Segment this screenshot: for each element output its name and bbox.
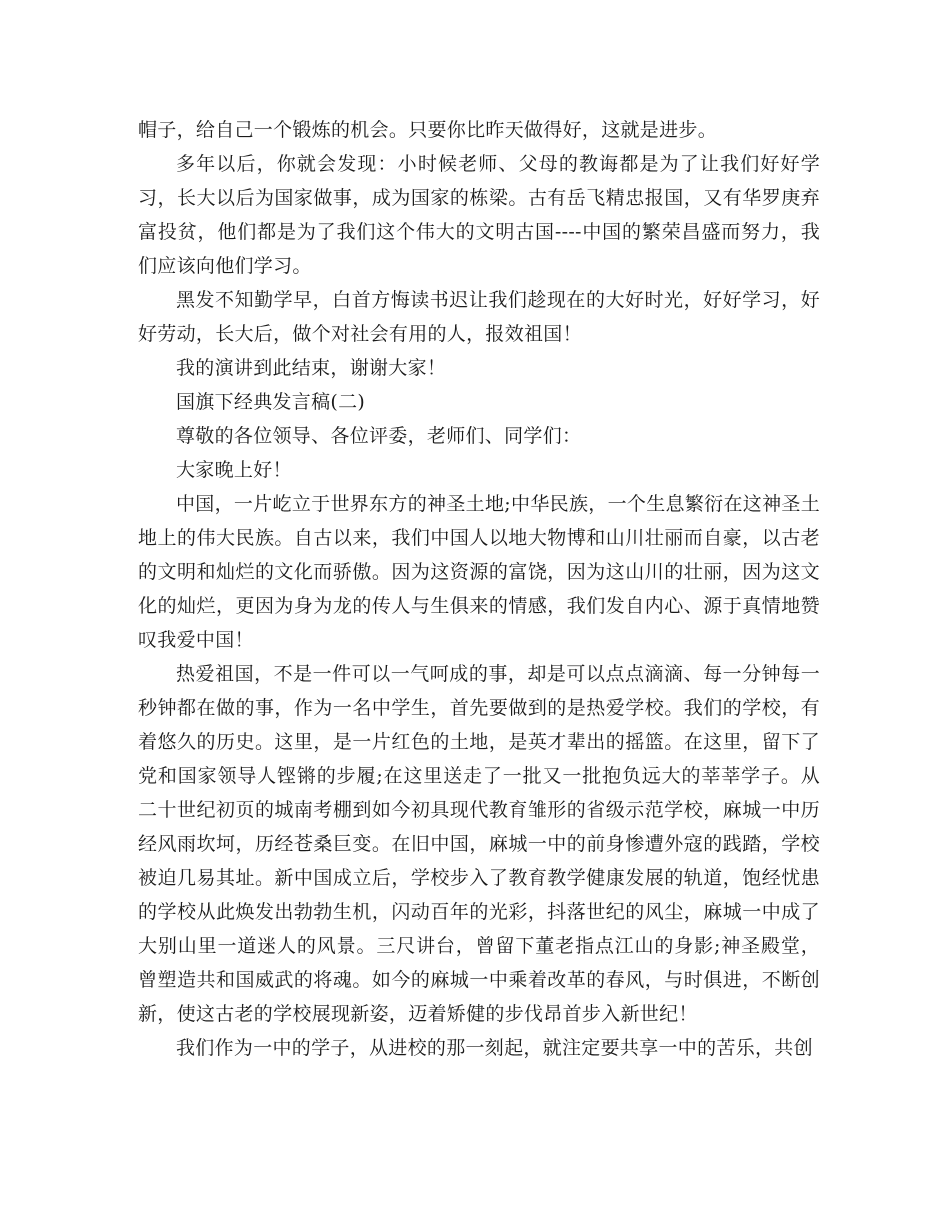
- paragraph-1: 帽子，给自己一个锻炼的机会。只要你比昨天做得好，这就是进步。: [138, 119, 718, 141]
- salutation: 尊敬的各位领导、各位评委，老师们、同学们：: [176, 425, 582, 447]
- paragraph-9: 热爱祖国，不是一件可以一气呵成的事，却是可以点点滴滴、每一分钟每一秒钟都在做的事，作为一名中学生，首先要做到的是热爱学校。我们的学校，有着悠久的历史。这里，是一片红色的土地，是英才辈出的摇篮。在这里，留下了党和国家领导人铿锵的步履;在这里送走了一批又一批抱负远大的莘莘学子。从二十世纪初页的城南考棚到如今初具现代教育雏形的省级示范学校，麻城一中历经风雨坎坷，历经苍桑巨变。在旧中国，麻城一中的前身惨遭外寇的践踏，学校被迫几易其址。新中国成立后，学校步入了教育教学健康发展的轨道，饱经忧患的学校从此焕发出勃勃生机，闪动百年的光彩，抖落世纪的风尘，麻城一中成了大别山里一道迷人的风景。三尺讲台，曾留下董老指点江山的身影;神圣殿堂，曾塑造共和国威武的将魂。如今的麻城一中乘着改革的春风，与时俱进，不断创新，使这古老的学校展现新姿，迈着矫健的步伐昂首步入新世纪！: [138, 663, 820, 1025]
- paragraph-10: 我们作为一中的学子，从进校的那一刻起，就注定要共享一中的苦乐，共创: [176, 1037, 813, 1059]
- paragraph-8: 中国，一片屹立于世界东方的神圣土地;中华民族，一个生息繁衍在这神圣土地上的伟大民族。自古以来，我们中国人以地大物博和山川壮丽而自豪，以古老的文明和灿烂的文化而骄傲。因为这资源的富饶，因为这山川的壮丽，因为这文化的灿烂，更因为身为龙的传人与生俱来的情感，我们发自内心、源于真情地赞叹我爱中国！: [138, 493, 820, 651]
- paragraph-2: 多年以后，你就会发现：小时候老师、父母的教诲都是为了让我们好好学习，长大以后为国家做事，成为国家的栋梁。古有岳飞精忠报国，又有华罗庚弃富投贫，他们都是为了我们这个伟大的文明古国----中国的繁荣昌盛而努力，我们应该向他们学习。: [138, 153, 820, 277]
- paragraph-4: 我的演讲到此结束，谢谢大家！: [176, 357, 447, 379]
- section-heading: 国旗下经典发言稿(二): [176, 391, 366, 413]
- document-body: [138, 113, 820, 1065]
- greeting: 大家晚上好！: [176, 459, 292, 481]
- paragraph-3: 黑发不知勤学早，白首方悔读书迟让我们趁现在的大好时光，好好学习，好好劳动，长大后，做个对社会有用的人，报效祖国！: [138, 289, 820, 345]
